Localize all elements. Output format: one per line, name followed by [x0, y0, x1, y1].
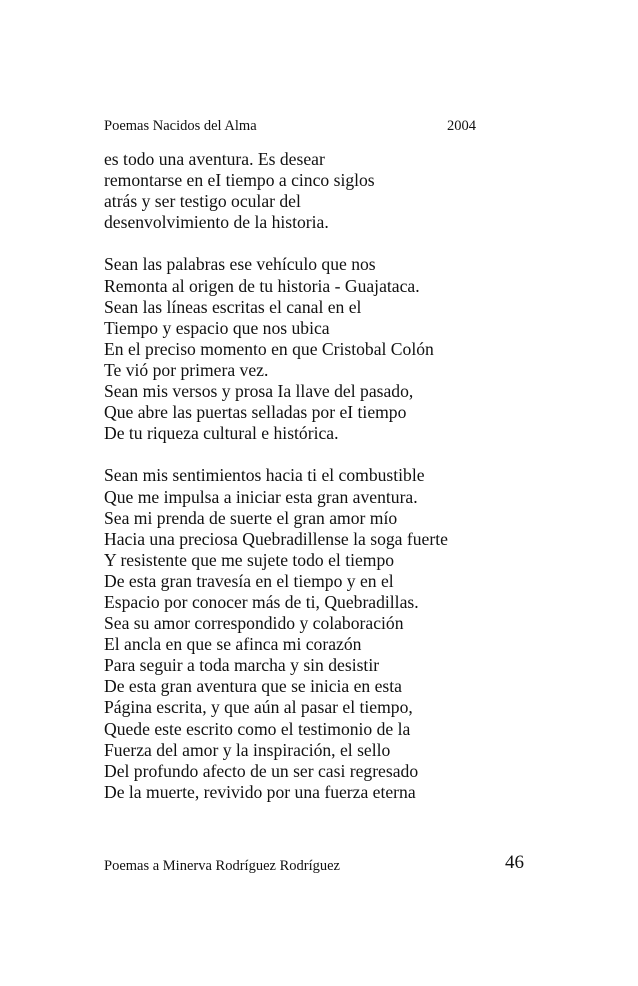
stanza — [104, 254, 524, 444]
poem-line: Para seguir a toda marcha y sin desistir — [104, 655, 380, 676]
footer-credit: Poemas a Minerva Rodríguez Rodríguez — [104, 858, 340, 874]
poem-line: Sean mis versos y prosa Ia llave del pasado, — [104, 381, 414, 402]
poem-line: Que abre las puertas selladas por eI tiempo — [104, 402, 407, 423]
running-header — [104, 118, 476, 138]
page-number: 46 — [505, 852, 524, 873]
stanza — [104, 149, 524, 233]
book-title: Poemas Nacidos del Alma — [104, 118, 257, 134]
poem-line: Remonta al origen de tu historia - Guajataca. — [104, 275, 420, 296]
poem-line: De la muerte, revivido por una fuerza eterna — [104, 781, 416, 802]
poem-line: Sea mi prenda de suerte el gran amor mío — [104, 507, 398, 528]
poem-line: El ancla en que se afinca mi corazón — [104, 634, 362, 655]
poem-line: Sea su amor correspondido y colaboración — [104, 613, 404, 634]
poem-line: De esta gran aventura que se inicia en esta — [104, 676, 402, 697]
poem-line: Hacia una preciosa Quebradillense la soga fuerte — [104, 528, 448, 549]
poem-line: Quede este escrito como el testimonio de la — [104, 718, 411, 739]
publication-year: 2004 — [447, 118, 476, 134]
poem-line: De esta gran travesía en el tiempo y en el — [104, 570, 394, 591]
poem-line: Página escrita, y que aún al pasar el tiempo, — [104, 697, 413, 718]
poem-line: Que me impulsa a iniciar esta gran aventura. — [104, 486, 418, 507]
stanza — [104, 465, 524, 803]
poem-line: Del profundo afecto de un ser casi regresado — [104, 760, 419, 781]
poem-line: atrás y ser testigo ocular del — [104, 191, 301, 212]
poem-line: es todo una aventura. Es desear — [104, 149, 325, 169]
poem-line: En el preciso momento en que Cristobal Colón — [104, 338, 434, 359]
poem-line: Te vió por primera vez. — [104, 359, 269, 380]
running-footer — [104, 852, 534, 876]
poem-line: desenvolvimiento de la historia. — [104, 212, 329, 233]
poem-line: De tu riqueza cultural e histórica. — [104, 423, 339, 444]
poem-body — [104, 149, 524, 803]
poem-line: Espacio por conocer más de ti, Quebradillas. — [104, 591, 419, 612]
poem-line: Y resistente que me sujete todo el tiempo — [104, 549, 395, 570]
poem-line: Sean mis sentimientos hacia ti el combustible — [104, 465, 425, 486]
poem-line: Sean las palabras ese vehículo que nos — [104, 254, 376, 275]
poem-line: Tiempo y espacio que nos ubica — [104, 317, 330, 338]
poem-line: remontarse en eI tiempo a cinco siglos — [104, 170, 375, 191]
poem-line: Fuerza del amor y la inspiración, el sello — [104, 739, 391, 760]
poem-line: Sean las líneas escritas el canal en el — [104, 296, 362, 317]
